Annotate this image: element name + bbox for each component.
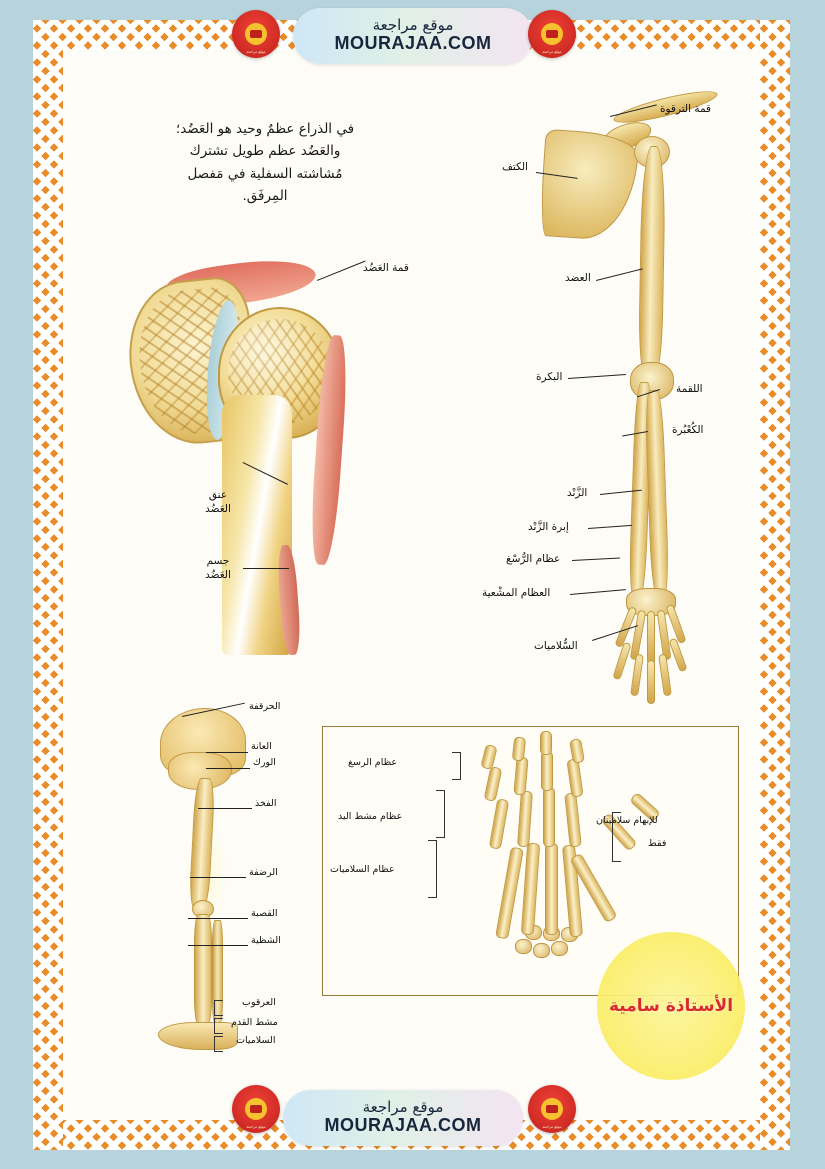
border-left [33, 20, 63, 1150]
phalanx-m3 [541, 751, 553, 791]
logo-glyph [245, 23, 267, 45]
leader-pubis [206, 752, 248, 753]
mourajaa-logo-icon-4 [528, 1085, 576, 1133]
watermark-banner-top [293, 8, 533, 64]
label-ulna-styloid: إبرة الزَّنْد [528, 521, 569, 533]
leader-humerus-body [243, 568, 289, 569]
finger-3 [647, 611, 655, 665]
label-foot-phalanges: السلاميات [236, 1035, 276, 1046]
label-humerus-neck: عنق العَضُد [205, 489, 231, 515]
logo-caption-2: موقع مراجعة [542, 50, 562, 54]
leader-tibia [188, 918, 248, 919]
intro-paragraph: في الذراع عظمٌ وحيد هو العَضُد؛ والعَضُد عظم طويل تشترك مُشاشته السفلية في مَفصل المِرفَق. [175, 121, 355, 204]
label-tibia: القصبة [251, 908, 278, 919]
label-calcaneus: العرقوب [242, 997, 276, 1008]
bracket-hand-phalanges [428, 840, 437, 898]
watermark-line1: موقع مراجعة [372, 15, 454, 34]
bracket-thumb-note [612, 812, 621, 862]
phalanx-m1 [484, 766, 503, 802]
mourajaa-logo-icon [232, 10, 280, 58]
label-thumb-note-1: للإبهام سلاميتان [596, 815, 658, 826]
label-clavicle: قمة الترقوة [660, 103, 712, 115]
label-trochlea: البكرة [536, 371, 563, 383]
bracket-hand-carpals [452, 752, 461, 780]
figure-leg-skeleton [140, 700, 310, 1060]
label-scapula: الكتف [502, 161, 528, 173]
mourajaa-logo-icon-2 [528, 10, 576, 58]
label-humerus-head: قمة العَضُد [363, 262, 409, 274]
label-phalanges-arm: السُّلاميات [534, 640, 578, 652]
figure-humerus-cutaway [130, 245, 380, 655]
radius-bone [644, 390, 669, 598]
label-metacarpals-arm: العظام المشْعية [482, 587, 551, 599]
label-fibula: الشظية [251, 935, 281, 946]
phalanx-p2 [517, 791, 533, 848]
logo-glyph-2 [541, 23, 563, 45]
finger-1b [612, 642, 631, 681]
watermark-line2: MOURAJAA.COM [334, 33, 492, 54]
logo-caption-3: موقع مراجعة [246, 1125, 266, 1129]
phalanx-p3 [543, 787, 555, 847]
phalanx-p1 [489, 798, 510, 849]
watermark-banner-bottom [283, 1090, 523, 1146]
teacher-stamp [597, 932, 745, 1080]
label-patella: الرضفة [249, 867, 278, 878]
finger-3b [647, 660, 655, 704]
label-radius: الكُعْبُرة [672, 424, 704, 436]
label-capitulum: اللقمة [676, 383, 703, 395]
scapula-bone [538, 129, 639, 242]
label-thumb-note-2: فقط [648, 838, 667, 849]
watermark-line1-bottom: موقع مراجعة [362, 1097, 444, 1116]
label-humerus-body: جسم العَضُد [205, 555, 231, 581]
phalanx-m2 [513, 757, 528, 796]
logo-caption-4: موقع مراجعة [542, 1125, 562, 1129]
bracket-metatarsals [214, 1018, 223, 1034]
label-hand-phalanges: عظام السلاميات [330, 864, 395, 875]
watermark-line2-bottom: MOURAJAA.COM [324, 1115, 482, 1136]
leader-femur [198, 808, 252, 809]
metacarpal-3 [545, 843, 558, 935]
logo-caption: موقع مراجعة [246, 50, 266, 54]
teacher-stamp-text: الأستاذة سامية [608, 996, 734, 1016]
bracket-foot-phalanges [214, 1036, 223, 1052]
leader-fibula [188, 945, 248, 946]
label-ulna: الزَّنْد [567, 487, 588, 499]
carpal-1 [515, 939, 532, 954]
label-carpals-arm: عظام الرُّسْغ [506, 553, 561, 565]
label-pubis: العانة [251, 741, 272, 752]
leader-hip [206, 768, 250, 769]
foot-bones [158, 1022, 238, 1050]
finger-5b [668, 638, 687, 673]
carpal-3 [551, 941, 568, 956]
bracket-calcaneus [214, 1000, 223, 1016]
label-iliac-crest: الحرقفة [249, 701, 281, 712]
carpal-2 [533, 943, 550, 958]
humerus-bone [638, 146, 666, 378]
leader-patella [190, 877, 246, 878]
label-hand-carpals: عظام الرسغ [348, 757, 398, 768]
phalanx-m4 [566, 758, 583, 797]
phalanx-p4 [564, 793, 582, 848]
mourajaa-logo-icon-3 [232, 1085, 280, 1133]
label-metatarsals: مشط القدم [231, 1017, 278, 1028]
label-humerus-arm: العضد [565, 272, 591, 284]
logo-glyph-4 [541, 1098, 563, 1120]
label-hand-metacarpals: عظام مشط اليد [338, 811, 403, 822]
logo-glyph-3 [245, 1098, 267, 1120]
border-right [760, 20, 790, 1150]
label-hip: الورك [253, 757, 276, 768]
bracket-hand-metacarpals [436, 790, 445, 838]
label-femur: الفخذ [255, 798, 277, 809]
metacarpal-2 [521, 843, 540, 936]
tibia-bone [194, 914, 212, 1026]
phalanx-d3 [540, 731, 552, 755]
metacarpal-1 [495, 847, 524, 940]
